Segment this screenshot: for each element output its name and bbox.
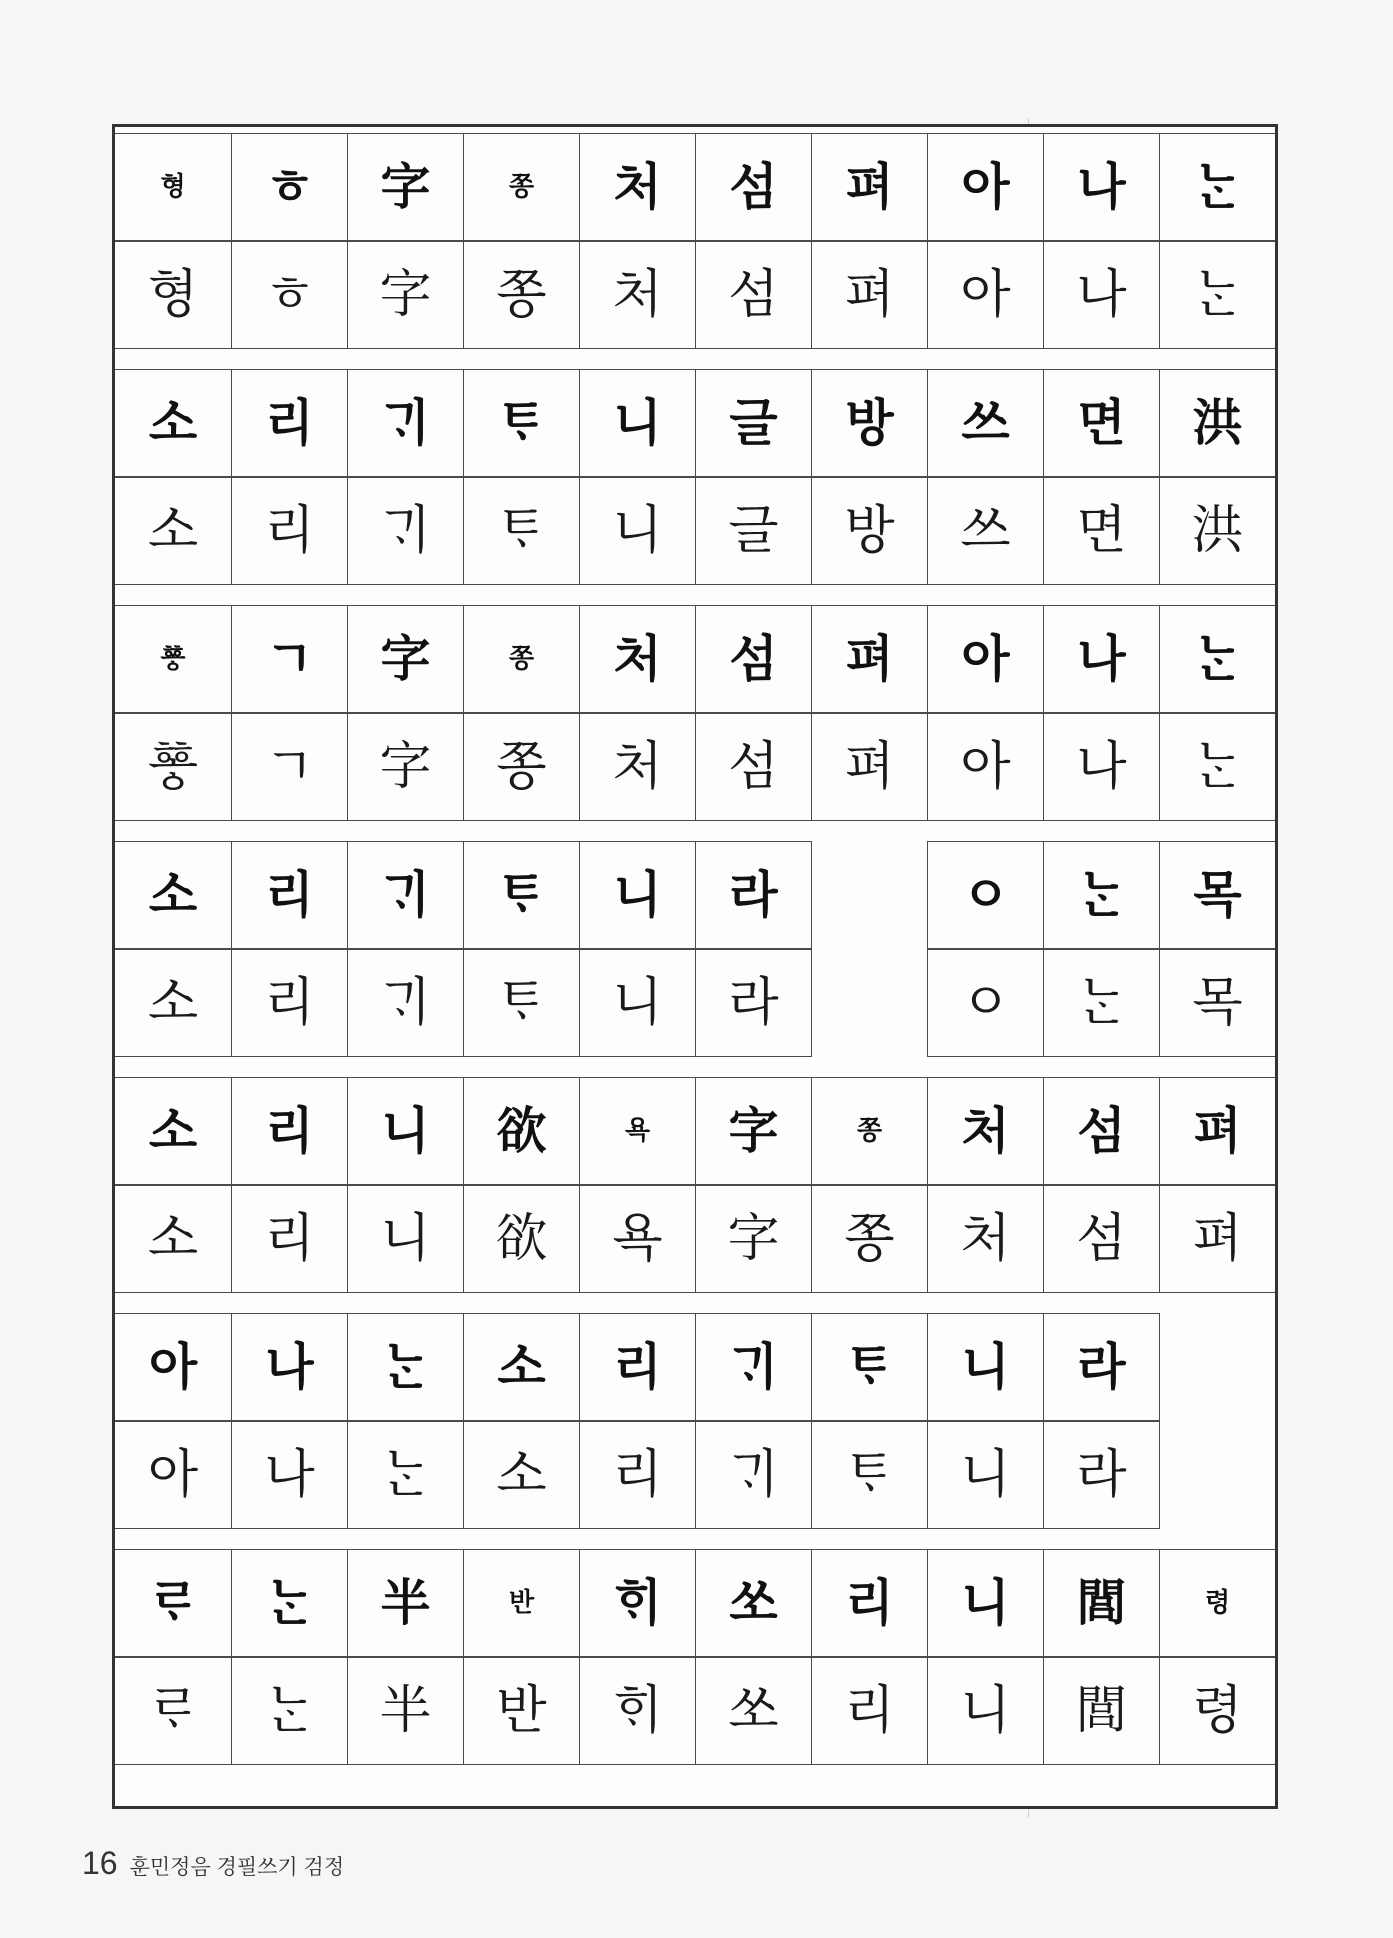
model-character: ᄂᆞᆫ	[1043, 841, 1159, 949]
model-row	[115, 133, 1275, 241]
model-character: 欲	[463, 1077, 579, 1185]
writing-grid	[112, 124, 1278, 1809]
trace-character[interactable]: 쓰	[927, 477, 1043, 585]
trace-character[interactable]: 리	[231, 1185, 347, 1293]
trace-character[interactable]: 욕	[579, 1185, 695, 1293]
model-character: 쫑	[463, 133, 579, 241]
model-character: ㅇ	[927, 841, 1043, 949]
model-character: 리	[231, 841, 347, 949]
model-row	[115, 605, 1275, 713]
practice-block	[115, 605, 1275, 821]
model-character: 펴	[811, 605, 927, 713]
page-number: 16	[82, 1845, 118, 1881]
model-character: 섬	[695, 133, 811, 241]
trace-character[interactable]: 리	[811, 1657, 927, 1765]
trace-character[interactable]: 섬	[695, 241, 811, 349]
trace-character[interactable]: 목	[1159, 949, 1275, 1057]
model-row	[115, 1077, 1275, 1185]
model-character: 글	[695, 369, 811, 477]
trace-character[interactable]: 펴	[811, 713, 927, 821]
trace-character[interactable]: 니	[579, 949, 695, 1057]
model-character: ㄱ	[231, 605, 347, 713]
trace-character[interactable]: 나	[231, 1421, 347, 1529]
practice-block	[115, 841, 1275, 1057]
trace-character[interactable]: 字	[695, 1185, 811, 1293]
model-character: 펴	[1159, 1077, 1275, 1185]
trace-character[interactable]: 처	[927, 1185, 1043, 1293]
trace-character[interactable]: 쏘	[695, 1657, 811, 1765]
model-character: ㅎ	[231, 133, 347, 241]
trace-row	[115, 713, 1275, 821]
trace-row	[115, 949, 1275, 1057]
trace-character[interactable]	[811, 949, 927, 1057]
trace-character[interactable]: 洪	[1159, 477, 1275, 585]
trace-character[interactable]: 半	[347, 1657, 463, 1765]
model-row	[115, 369, 1275, 477]
model-character: 나	[231, 1313, 347, 1421]
trace-character[interactable]: ㅎ	[231, 241, 347, 349]
model-character: ᄂᆞᆫ	[231, 1549, 347, 1657]
model-character: 쫑	[463, 605, 579, 713]
trace-character[interactable]: ᄐᆞ	[463, 949, 579, 1057]
model-character: 리	[231, 369, 347, 477]
trace-character[interactable]: 소	[115, 1185, 231, 1293]
trace-character[interactable]: 형	[115, 241, 231, 349]
trace-character[interactable]: 쫑	[463, 713, 579, 821]
trace-character[interactable]: ᄀᆡ	[347, 477, 463, 585]
trace-character[interactable]: ᄀᆡ	[347, 949, 463, 1057]
model-character: 소	[463, 1313, 579, 1421]
model-character: 字	[695, 1077, 811, 1185]
model-character: 소	[115, 841, 231, 949]
model-character: 閭	[1043, 1549, 1159, 1657]
trace-character[interactable]: 아	[115, 1421, 231, 1529]
model-character: 방	[811, 369, 927, 477]
trace-character[interactable]: ᄂᆞᆫ	[347, 1421, 463, 1529]
trace-character[interactable]: 쫑	[463, 241, 579, 349]
trace-character[interactable]: 나	[1043, 241, 1159, 349]
model-character: 섬	[695, 605, 811, 713]
model-character: 아	[927, 605, 1043, 713]
model-row	[115, 1549, 1275, 1657]
trace-character[interactable]: 니	[927, 1657, 1043, 1765]
trace-character[interactable]: 쫑	[811, 1185, 927, 1293]
trace-character[interactable]: 펴	[1159, 1185, 1275, 1293]
model-character: ᄂᆞᆫ	[1159, 133, 1275, 241]
trace-character[interactable]: 字	[347, 241, 463, 349]
trace-character[interactable]: 라	[695, 949, 811, 1057]
trace-character[interactable]: 처	[579, 241, 695, 349]
practice-block	[115, 1313, 1275, 1529]
model-character: 니	[579, 841, 695, 949]
model-character: 쓰	[927, 369, 1043, 477]
trace-character[interactable]: 아	[927, 713, 1043, 821]
model-character: 나	[1043, 133, 1159, 241]
model-character: 리	[579, 1313, 695, 1421]
model-character: 면	[1043, 369, 1159, 477]
model-character: 쫑	[811, 1077, 927, 1185]
model-character: 라	[1043, 1313, 1159, 1421]
model-character: 처	[579, 133, 695, 241]
model-character: ᅘᅩᇰ	[115, 605, 231, 713]
trace-character[interactable]: ᄒᆡ	[579, 1657, 695, 1765]
trace-character[interactable]: ㅇ	[927, 949, 1043, 1057]
model-character: 니	[579, 369, 695, 477]
trace-character[interactable]: 섬	[1043, 1185, 1159, 1293]
trace-character[interactable]: ㄱ	[231, 713, 347, 821]
model-character: ᄐᆞ	[463, 841, 579, 949]
model-character: 洪	[1159, 369, 1275, 477]
model-character: ᄀᆡ	[347, 369, 463, 477]
trace-character[interactable]: 리	[579, 1421, 695, 1529]
trace-character[interactable]: 나	[1043, 713, 1159, 821]
model-character: ᄂᆞᆫ	[347, 1313, 463, 1421]
model-character: 처	[579, 605, 695, 713]
trace-character[interactable]: 섬	[695, 713, 811, 821]
page-footer	[82, 1845, 344, 1882]
trace-character[interactable]: 면	[1043, 477, 1159, 585]
trace-character[interactable]: 리	[231, 949, 347, 1057]
model-character: 령	[1159, 1549, 1275, 1657]
trace-character[interactable]: 니	[579, 477, 695, 585]
trace-character[interactable]: 아	[927, 241, 1043, 349]
model-character: 쏘	[695, 1549, 811, 1657]
model-character: 형	[115, 133, 231, 241]
trace-character[interactable]: 리	[231, 477, 347, 585]
trace-character[interactable]: 소	[115, 949, 231, 1057]
model-character: 반	[463, 1549, 579, 1657]
model-character: 목	[1159, 841, 1275, 949]
trace-character[interactable]: 欲	[463, 1185, 579, 1293]
trace-character[interactable]: 소	[115, 477, 231, 585]
model-character: ᄒᆡ	[579, 1549, 695, 1657]
model-character: ᄀᆡ	[347, 841, 463, 949]
trace-character[interactable]: ᅘᅩᇰ	[115, 713, 231, 821]
book-title: 훈민정음 경필쓰기 검정	[129, 1856, 345, 1879]
trace-character[interactable]: ᄂᆞᆫ	[1043, 949, 1159, 1057]
practice-block	[115, 1549, 1275, 1765]
model-character: 펴	[811, 133, 927, 241]
model-character: 리	[231, 1077, 347, 1185]
model-character: ᄅᆞ	[115, 1549, 231, 1657]
trace-character[interactable]: ᄐᆞ	[811, 1421, 927, 1529]
model-character: 字	[347, 133, 463, 241]
trace-character[interactable]: 니	[347, 1185, 463, 1293]
trace-character[interactable]: ᄂᆞᆫ	[1159, 713, 1275, 821]
model-character: 나	[1043, 605, 1159, 713]
trace-row	[115, 241, 1275, 349]
practice-block	[115, 133, 1275, 349]
model-character: 半	[347, 1549, 463, 1657]
practice-block	[115, 369, 1275, 585]
model-character	[811, 841, 927, 949]
model-character: 라	[695, 841, 811, 949]
model-character: 니	[347, 1077, 463, 1185]
model-character	[1159, 1313, 1275, 1421]
trace-character[interactable]: ᄂᆞᆫ	[231, 1657, 347, 1765]
model-character: 소	[115, 369, 231, 477]
model-character: 소	[115, 1077, 231, 1185]
trace-character[interactable]: ᄂᆞᆫ	[1159, 241, 1275, 349]
trace-character[interactable]: ᄐᆞ	[463, 477, 579, 585]
model-character: 욕	[579, 1077, 695, 1185]
model-row	[115, 1313, 1275, 1421]
trace-character[interactable]: 처	[579, 713, 695, 821]
trace-character[interactable]: 소	[463, 1421, 579, 1529]
model-character: 리	[811, 1549, 927, 1657]
model-character: ᄂᆞᆫ	[1159, 605, 1275, 713]
trace-row	[115, 477, 1275, 585]
model-character: ᄐᆞ	[463, 369, 579, 477]
model-character: 字	[347, 605, 463, 713]
trace-row	[115, 1421, 1275, 1529]
model-character: 섬	[1043, 1077, 1159, 1185]
model-character: 아	[927, 133, 1043, 241]
model-character: ᄀᆡ	[695, 1313, 811, 1421]
trace-character[interactable]	[1159, 1421, 1275, 1529]
model-row	[115, 841, 1275, 949]
trace-row	[115, 1657, 1275, 1765]
trace-character[interactable]: 글	[695, 477, 811, 585]
model-character: 아	[115, 1313, 231, 1421]
trace-character[interactable]: 반	[463, 1657, 579, 1765]
trace-character[interactable]: 니	[927, 1421, 1043, 1529]
model-character: 니	[927, 1549, 1043, 1657]
practice-block	[115, 1077, 1275, 1293]
trace-character[interactable]: 字	[347, 713, 463, 821]
trace-character[interactable]: ᄅᆞ	[115, 1657, 231, 1765]
model-character: 처	[927, 1077, 1043, 1185]
trace-row	[115, 1185, 1275, 1293]
model-character: 니	[927, 1313, 1043, 1421]
trace-character[interactable]: 펴	[811, 241, 927, 349]
model-character: ᄐᆞ	[811, 1313, 927, 1421]
trace-character[interactable]: 閭	[1043, 1657, 1159, 1765]
trace-character[interactable]: 령	[1159, 1657, 1275, 1765]
trace-character[interactable]: 방	[811, 477, 927, 585]
trace-character[interactable]: ᄀᆡ	[695, 1421, 811, 1529]
trace-character[interactable]: 라	[1043, 1421, 1159, 1529]
